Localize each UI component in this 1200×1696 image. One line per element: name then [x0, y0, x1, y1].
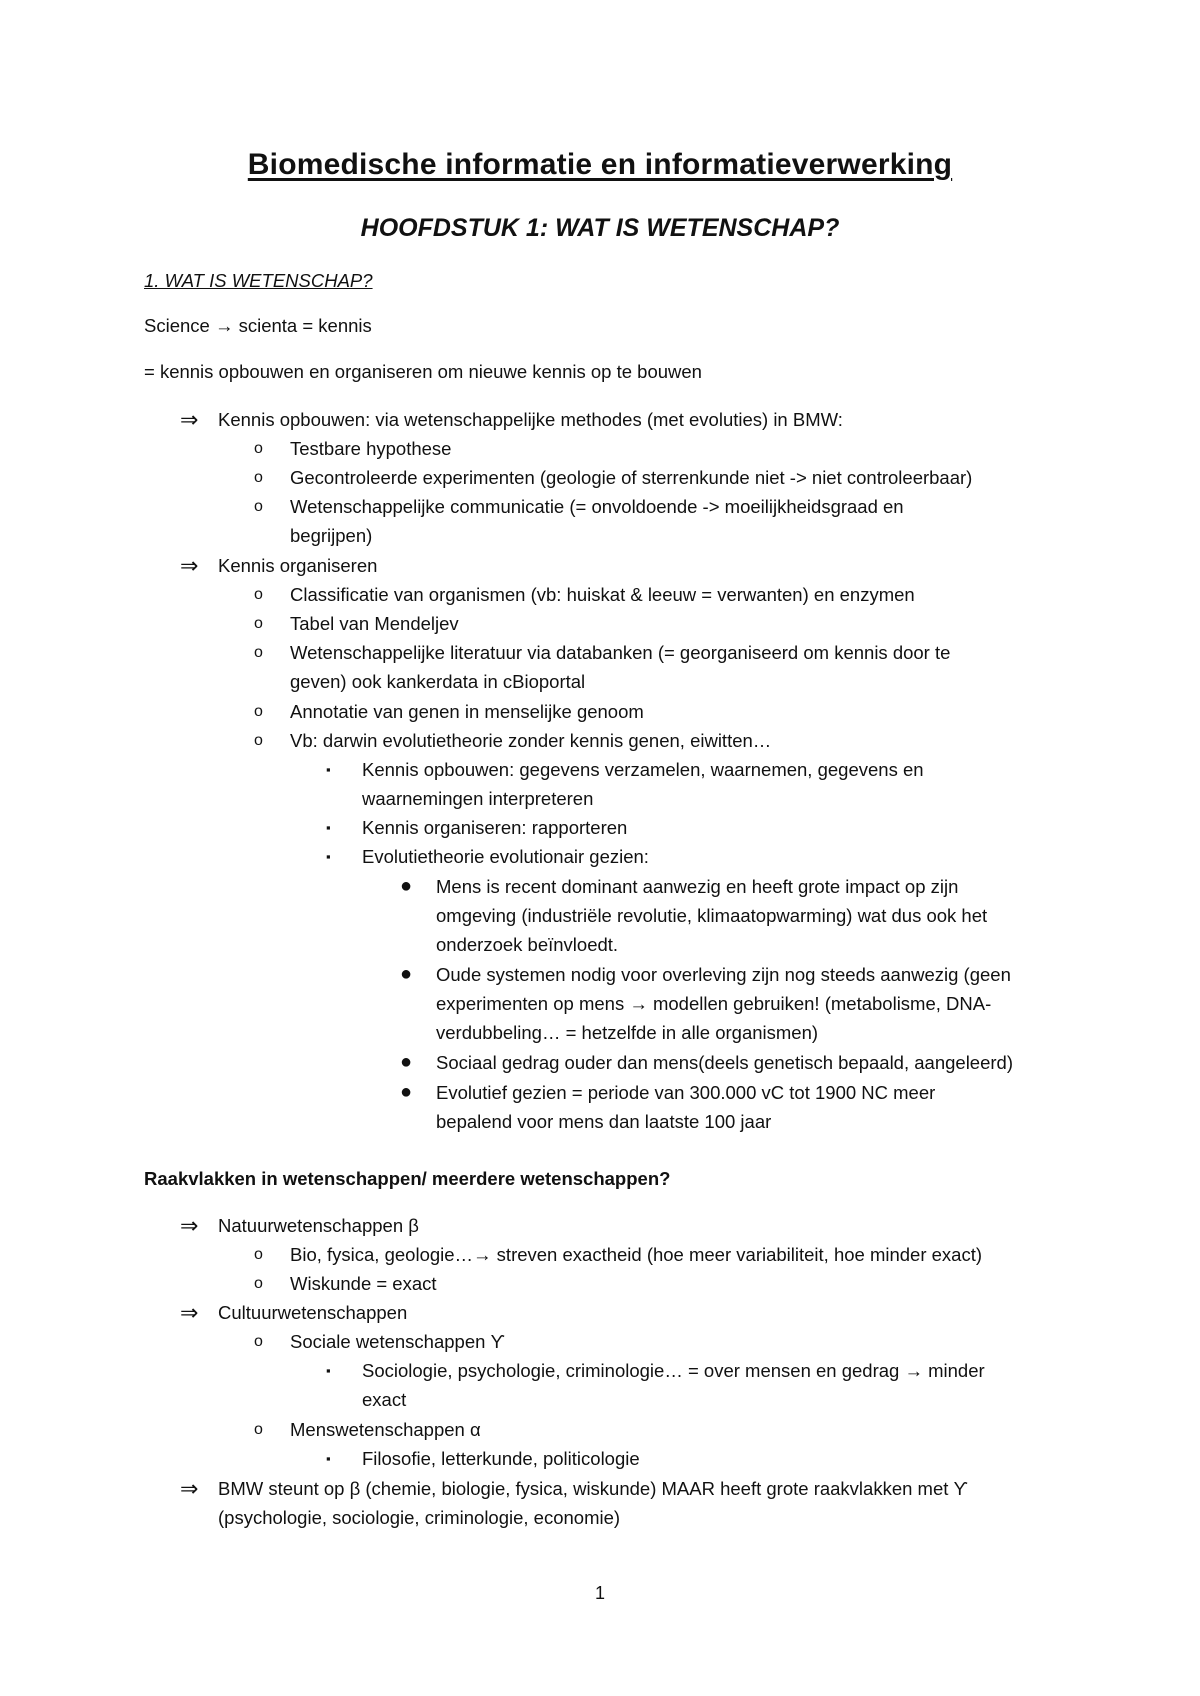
- list-item: Sociale wetenschappen ϒ: [290, 1331, 505, 1352]
- arrow-bullet-icon: ⇒: [180, 553, 199, 578]
- arrow-bullet-icon: ⇒: [180, 1300, 199, 1325]
- circle-bullet-icon: o: [254, 1421, 263, 1438]
- list-item: Menswetenschappen α: [290, 1419, 481, 1440]
- circle-bullet-icon: o: [254, 1333, 263, 1350]
- list-item: Natuurwetenschappen β: [218, 1215, 419, 1236]
- chapter-heading: HOOFDSTUK 1: WAT IS WETENSCHAP?: [360, 214, 840, 242]
- dot-bullet-icon: ●: [400, 963, 413, 985]
- list-item-continuation: begrijpen): [290, 525, 373, 546]
- list-item-continuation: bepalend voor mens dan laatste 100 jaar: [436, 1111, 772, 1132]
- list-item: Sociologie, psychologie, criminologie… = over mensen en gedrag → minder: [362, 1360, 985, 1381]
- circle-bullet-icon: o: [254, 703, 263, 720]
- circle-bullet-icon: o: [254, 586, 263, 603]
- list-item: Kennis organiseren: rapporteren: [362, 817, 628, 838]
- square-bullet-icon: ▪: [326, 1451, 331, 1466]
- list-item: Oude systemen nodig voor overleving zijn nog steeds aanwezig (geen: [436, 964, 1011, 985]
- list-item: Filosofie, letterkunde, politicologie: [362, 1448, 640, 1469]
- list-item-continuation: omgeving (industriële revolutie, klimaatopwarming) wat dus ook het: [436, 905, 988, 926]
- list-item: Evolutief gezien = periode van 300.000 vC tot 1900 NC meer: [436, 1082, 936, 1103]
- dot-bullet-icon: ●: [400, 1051, 413, 1073]
- dot-bullet-icon: ●: [400, 875, 413, 897]
- list-item: Wiskunde = exact: [290, 1273, 437, 1294]
- arrow-bullet-icon: ⇒: [180, 1476, 199, 1501]
- list-item-continuation: verdubbeling… = hetzelfde in alle organismen): [436, 1022, 819, 1043]
- list-item: Kennis organiseren: [218, 555, 378, 576]
- list-item: Bio, fysica, geologie…→ streven exactheid (hoe meer variabiliteit, hoe minder exact): [290, 1244, 983, 1265]
- circle-bullet-icon: o: [254, 732, 263, 749]
- arrow-bullet-icon: ⇒: [180, 1213, 199, 1238]
- square-bullet-icon: ▪: [326, 1363, 331, 1378]
- subheading: Raakvlakken in wetenschappen/ meerdere wetenschappen?: [144, 1168, 671, 1189]
- definition-line: Science → scienta = kennis: [144, 315, 372, 336]
- square-bullet-icon: ▪: [326, 849, 331, 864]
- list-item: Mens is recent dominant aanwezig en heeft grote impact op zijn: [436, 876, 959, 897]
- circle-bullet-icon: o: [254, 469, 263, 486]
- definition-line: = kennis opbouwen en organiseren om nieuwe kennis op te bouwen: [144, 361, 702, 382]
- list-item: Annotatie van genen in menselijke genoom: [290, 701, 644, 722]
- document-title: Biomedische informatie en informatieverwerking: [247, 148, 953, 181]
- list-item: Wetenschappelijke communicatie (= onvoldoende -> moeilijkheidsgraad en: [290, 496, 904, 517]
- circle-bullet-icon: o: [254, 1246, 263, 1263]
- list-item: Vb: darwin evolutietheorie zonder kennis genen, eiwitten…: [290, 730, 772, 751]
- list-item: Testbare hypothese: [290, 438, 452, 459]
- list-item-continuation: experimenten op mens → modellen gebruiken! (metabolisme, DNA-: [436, 993, 992, 1014]
- square-bullet-icon: ▪: [326, 762, 331, 777]
- list-item: Kennis opbouwen: gegevens verzamelen, waarnemen, gegevens en: [362, 759, 924, 780]
- list-item-continuation: waarnemingen interpreteren: [362, 788, 594, 809]
- dot-bullet-icon: ●: [400, 1081, 413, 1103]
- circle-bullet-icon: o: [254, 440, 263, 457]
- list-item-continuation: (psychologie, sociologie, criminologie, economie): [218, 1507, 621, 1528]
- list-item: Cultuurwetenschappen: [218, 1302, 408, 1323]
- circle-bullet-icon: o: [254, 1275, 263, 1292]
- section-heading: 1. WAT IS WETENSCHAP?: [144, 270, 373, 291]
- arrow-bullet-icon: ⇒: [180, 407, 199, 432]
- list-item: BMW steunt op β (chemie, biologie, fysica, wiskunde) MAAR heeft grote raakvlakken met ϒ: [218, 1478, 968, 1499]
- list-item: Tabel van Mendeljev: [290, 613, 459, 634]
- list-item: Wetenschappelijke literatuur via databanken (= georganiseerd om kennis door te: [290, 642, 951, 663]
- list-item-continuation: onderzoek beïnvloedt.: [436, 934, 619, 955]
- list-item: Sociaal gedrag ouder dan mens(deels genetisch bepaald, aangeleerd): [436, 1052, 1013, 1073]
- circle-bullet-icon: o: [254, 644, 263, 661]
- list-item: Kennis opbouwen: via wetenschappelijke methodes (met evoluties) in BMW:: [218, 409, 843, 430]
- list-item: Classificatie van organismen (vb: huiskat & leeuw = verwanten) en enzymen: [290, 584, 915, 605]
- square-bullet-icon: ▪: [326, 820, 331, 835]
- list-item-continuation: geven) ook kankerdata in cBioportal: [290, 671, 586, 692]
- circle-bullet-icon: o: [254, 498, 263, 515]
- list-item-continuation: exact: [362, 1389, 407, 1410]
- page-number: 1: [594, 1583, 605, 1603]
- circle-bullet-icon: o: [254, 615, 263, 632]
- list-item: Gecontroleerde experimenten (geologie of sterrenkunde niet -> niet controleerbaar): [290, 467, 973, 488]
- list-item: Evolutietheorie evolutionair gezien:: [362, 846, 649, 867]
